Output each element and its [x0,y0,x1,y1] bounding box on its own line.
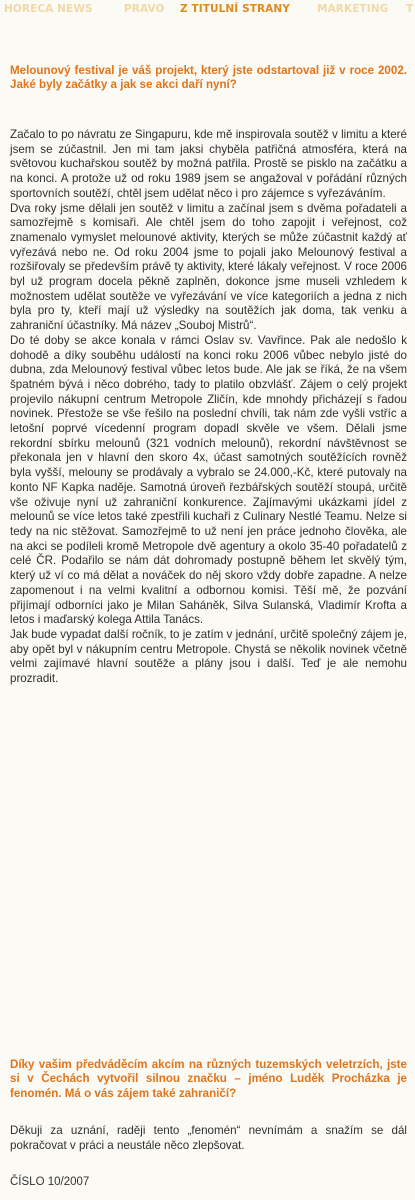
answer-paragraph: Do té doby se akce konala v rámci Oslav sv. Vavřince. Pak ale nedošlo k dohodě a díky souběhu událostí na konci roku 2006 vůbec nebylo jisté do dubna, zda Melounový festival vůbec letos bude. Ale jak se říká, že na všem špatném bývá i něco dobrého, tady to platilo obzvlášť. Zájem o celý projekt projevilo nákupní centrum Metropole Zličín, kde mnohdy přicházejí s řadou novinek. Přestože se vše řešilo na poslední chvíli, tak nám zde vyšli vstříc a letošní poprvé vícedenní program dopadl skvěle ve všem. Dělali jsme rekordní sbírku melounů (321 vodních melounů), rekordní návštěvnost se překonala jen v hlavní den skoro 4x, účast samotných soutěžících rovněž byla vyšší, melouny se prodávaly a vybralo se 24.000,-Kč, které putovaly na konto NF Kapka naděje. Samotná úroveň řezbářských soutěží stoupá, určitě vše oživuje nyní už zahraniční konkurence. Zajímavými ukázkami jídel z melounů se více letos také zpestřili kuchaři z Culinary Nestlé Teamu. Nelze si tedy na nic stěžovat. Samozřejmě to už není jen práce jednoho člověka, ale na akci se podíleli kromě Metropole dvě agentury a okolo 35-40 pořadatelů z celé ČR. Podařilo se nám dát dohromady postupně během let skvělý tým, který už ví co má dělat a nováček do něj skoro vždy dobře zapadne. A nelze zapomenout i na velmi kvalitní a odbornou komisi. Těší mě, že pozvání přijímají odborníci jako je Milan Saháněk, Silva Sulanská, Vladimír Krofta a letos i maďarský kolega Attila Tanács. [10,333,407,627]
answer-paragraph: Začalo to po návratu ze Singapuru, kde mě inspirovala soutěž v limitu a které jsem se zúčastnil. Jen mi tam jaksi chyběla patřičná atmosféra, která na světovou kuchařskou soutěž by možná patřila. Prostě se pisklo na začátku a na konci. A protože už od roku 1989 jsem se angažoval v pořádání různých sportovních soutěží, chtěl jsem udělat něco i pro zájemce s vyřezáváním. [10,128,407,200]
interview-answer-1 [10,128,407,687]
interview-question-1: Melounový festival je váš projekt, který jste odstartoval již v roce 2002. Jaké byly začátky a jak se akci daří nyní? [10,64,407,92]
nav-item-z-titulni-strany[interactable]: Z TITULNÍ STRANY [180,3,290,15]
interview-answer-2 [10,1124,407,1153]
nav-item-horeca-news[interactable]: HORECA NEWS [4,3,93,15]
answer-paragraph: Jak bude vypadat další ročník, to je zatím v jednání, určitě společný zájem je, aby opět byl v nákupním centru Metropole. Chystá se několik novinek včetně velmi zajímavé hlavní soutěže a plány jsou i další. Teď je ale nemohu prozradit. [10,627,407,686]
nav-item-pravo[interactable]: PRAVO [124,3,165,15]
nav-item-marketing[interactable]: MARKETING [317,3,389,15]
nav-item-next[interactable]: T [406,3,414,15]
issue-number: ČÍSLO 10/2007 [10,1176,90,1188]
answer-paragraph: Děkuji za uznání, raději tento „fenomén“ nevnímám a snažím se dál pokračovat v práci a neustále něco zlepšovat. [10,1124,407,1152]
interview-question-2: Díky vašim předváděcím akcím na různých tuzemských veletrzích, jste si v Čechách vytvořil silnou značku – jméno Luděk Procházka je fenomén. Má o vás zájem také zahraničí? [10,1058,407,1100]
answer-paragraph: Dva roky jsme dělali jen soutěž v limitu a začínal jsem s dvěma pořadateli a samozřejmě s komisaři. Ale chtěl jsem do toho zapojit i veřejnost, což znamenalo vymyslet melounové aktivity, kterých se může zúčastnit každý ať vyřezává nebo ne. Od roku 2004 jsme to pojali jako Melounový festival a rozšiřovaly se především právě ty aktivity, které lákaly veřejnost. V roce 2006 byl už program docela pěkně zaplněn, dokonce jsme museli vzhledem k možnostem udělat soutěže ve vyřezávání ve více kategoriích a jedna z nich byla pro ty, kteří mají už výsledky na soutěžích jak doma, tak venku a zahraniční účastníky. Má název „Souboj Mistrů“. [10,201,407,333]
top-navigation [0,0,415,20]
